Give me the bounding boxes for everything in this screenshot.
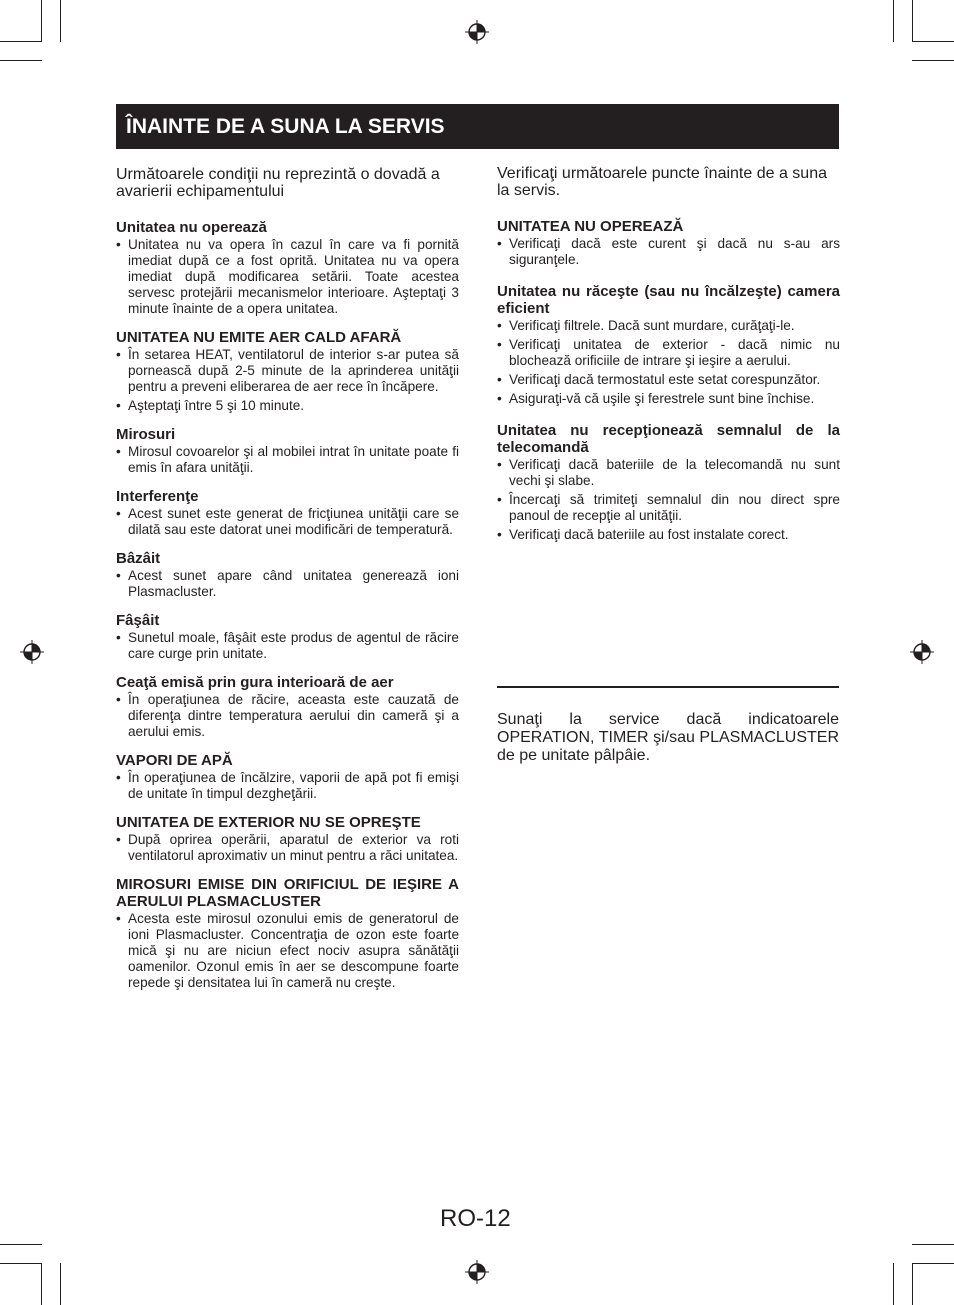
section-heading: Unitatea nu răceşte (sau nu încălzeşte) camera eficient — [497, 283, 840, 317]
list-item: • Verificaţi dacă termostatul este setat corespunzător. — [497, 372, 840, 388]
right-column — [497, 166, 840, 558]
section — [116, 488, 459, 538]
section — [116, 612, 459, 662]
bullet-list — [116, 692, 459, 740]
bullet-list — [116, 506, 459, 538]
list-item: • Verificaţi dacă este curent şi dacă nu s-au ars siguranţele. — [497, 236, 840, 268]
list-item: • Verificaţi filtrele. Dacă sunt murdare, curăţaţi-le. — [497, 318, 840, 334]
section-heading: VAPORI DE APĂ — [116, 752, 233, 769]
list-item: • Acesta este mirosul ozonului emis de generatorul de ioni Plasmacluster. Concentraţia de ozon este foarte mică şi nu are niciun efect nociv asupra sănătăţii oamenilor. Ozonul emis în aer se descompune foarte repede şi densitatea lui în cameră nu creşte. — [116, 911, 459, 991]
section-heading: Bâzâit — [116, 550, 161, 567]
section-heading: Unitatea nu operează — [116, 219, 267, 236]
bullet-list — [116, 237, 459, 317]
list-item: • După oprirea operării, aparatul de exterior va roti ventilatorul aproximativ un minut pentru a răci unitatea. — [116, 832, 459, 864]
bullet-list — [116, 832, 459, 864]
section — [116, 219, 459, 317]
list-item: • Acest sunet este generat de fricţiunea unităţii care se dilată sau este datorat unei modificări de temperatură. — [116, 506, 459, 538]
bullet-list — [497, 457, 840, 543]
left-intro: Următoarele condiţii nu reprezintă o dovadă a avarierii echipamentului — [116, 166, 440, 200]
bullet-list — [116, 770, 459, 802]
section — [116, 426, 459, 476]
bullet-list — [497, 236, 840, 268]
section — [116, 752, 459, 802]
section — [116, 876, 459, 991]
registration-mark-bottom-icon — [465, 1260, 489, 1284]
section-heading: UNITATEA DE EXTERIOR NU SE OPREŞTE — [116, 814, 421, 831]
list-item: • Acest sunet apare când unitatea generează ioni Plasmacluster. — [116, 568, 459, 600]
right-intro: Verificaţi următoarele puncte înainte de a suna la servis. — [497, 165, 827, 199]
section — [116, 814, 459, 864]
list-item: • În operaţiunea de răcire, aceasta este cauzată de diferenţa dintre temperatura aerului din cameră şi a aerului emis. — [116, 692, 459, 740]
registration-mark-left-icon — [20, 640, 44, 664]
section-heading: Unitatea nu recepţionează semnalul de la telecomandă — [497, 422, 840, 456]
section — [497, 422, 840, 543]
bullet-list — [116, 347, 459, 414]
page-number: RO-12 — [440, 1205, 511, 1232]
left-column — [116, 166, 459, 1003]
service-note: Sunaţi la service dacă indicatoarele OPERATION, TIMER şi/sau PLASMACLUSTER de pe unitate pâlpâie. — [497, 711, 839, 764]
section-heading: Mirosuri — [116, 426, 176, 443]
list-item: • Verificaţi unitatea de exterior - dacă nimic nu blochează orificiile de intrare şi ieşire a aerului. — [497, 337, 840, 369]
list-item: • În operaţiunea de încălzire, vaporii de apă pot fi emişi de unitate în timpul dezgheţării. — [116, 770, 459, 802]
list-item: • Verificaţi dacă bateriile de la telecomandă nu sunt vechi şi slabe. — [497, 457, 840, 489]
section-divider — [497, 686, 839, 688]
bullet-list — [116, 911, 459, 991]
bullet-list — [116, 568, 459, 600]
bullet-list — [497, 318, 840, 407]
left-sections — [116, 219, 459, 991]
section — [116, 674, 459, 740]
bullet-list — [116, 630, 459, 662]
section — [116, 329, 459, 414]
section — [497, 283, 840, 407]
right-sections — [497, 218, 840, 543]
section-heading: Fâşâit — [116, 612, 160, 629]
bullet-list — [116, 444, 459, 476]
list-item: • Sunetul moale, fâşâit este produs de agentul de răcire care curge prin unitate. — [116, 630, 459, 662]
registration-mark-top-icon — [465, 20, 489, 44]
section-heading: MIROSURI EMISE DIN ORIFICIUL DE IEŞIRE A AERULUI PLASMACLUSTER — [116, 876, 459, 910]
list-item: • Verificaţi dacă bateriile au fost instalate corect. — [497, 527, 840, 543]
list-item: • Unitatea nu va opera în cazul în care va fi pornită imediat după ce a fost oprită. Unitatea nu va opera imediat după modificarea setării. Toate acestea servesc protejării mecanismelor interioare. Aşteptaţi 3 minute înainte de a opera unitatea. — [116, 237, 459, 317]
list-item: • În setarea HEAT, ventilatorul de interior s-ar putea să pornească după 2-5 minute de la aprinderea unităţii pentru a preveni eliberarea de aer rece în încăpere. — [116, 347, 459, 395]
section-heading: UNITATEA NU EMITE AER CALD AFARĂ — [116, 329, 402, 346]
section-heading: UNITATEA NU OPEREAZĂ — [497, 218, 684, 235]
list-item: • Încercaţi să trimiteţi semnalul din nou direct spre panoul de recepţie al unităţii. — [497, 492, 840, 524]
list-item: • Aşteptaţi între 5 şi 10 minute. — [116, 398, 459, 414]
section-heading: Ceaţă emisă prin gura interioară de aer — [116, 674, 394, 691]
registration-mark-right-icon — [910, 640, 934, 664]
section — [497, 218, 840, 268]
list-item: • Asiguraţi-vă că uşile şi ferestrele sunt bine închise. — [497, 391, 840, 407]
list-item: • Mirosul covoarelor şi al mobilei intrat în unitate poate fi emis în afara unităţii. — [116, 444, 459, 476]
section — [116, 550, 459, 600]
page-title: ÎNAINTE DE A SUNA LA SERVIS — [116, 104, 839, 149]
section-heading: Interferenţe — [116, 488, 199, 505]
